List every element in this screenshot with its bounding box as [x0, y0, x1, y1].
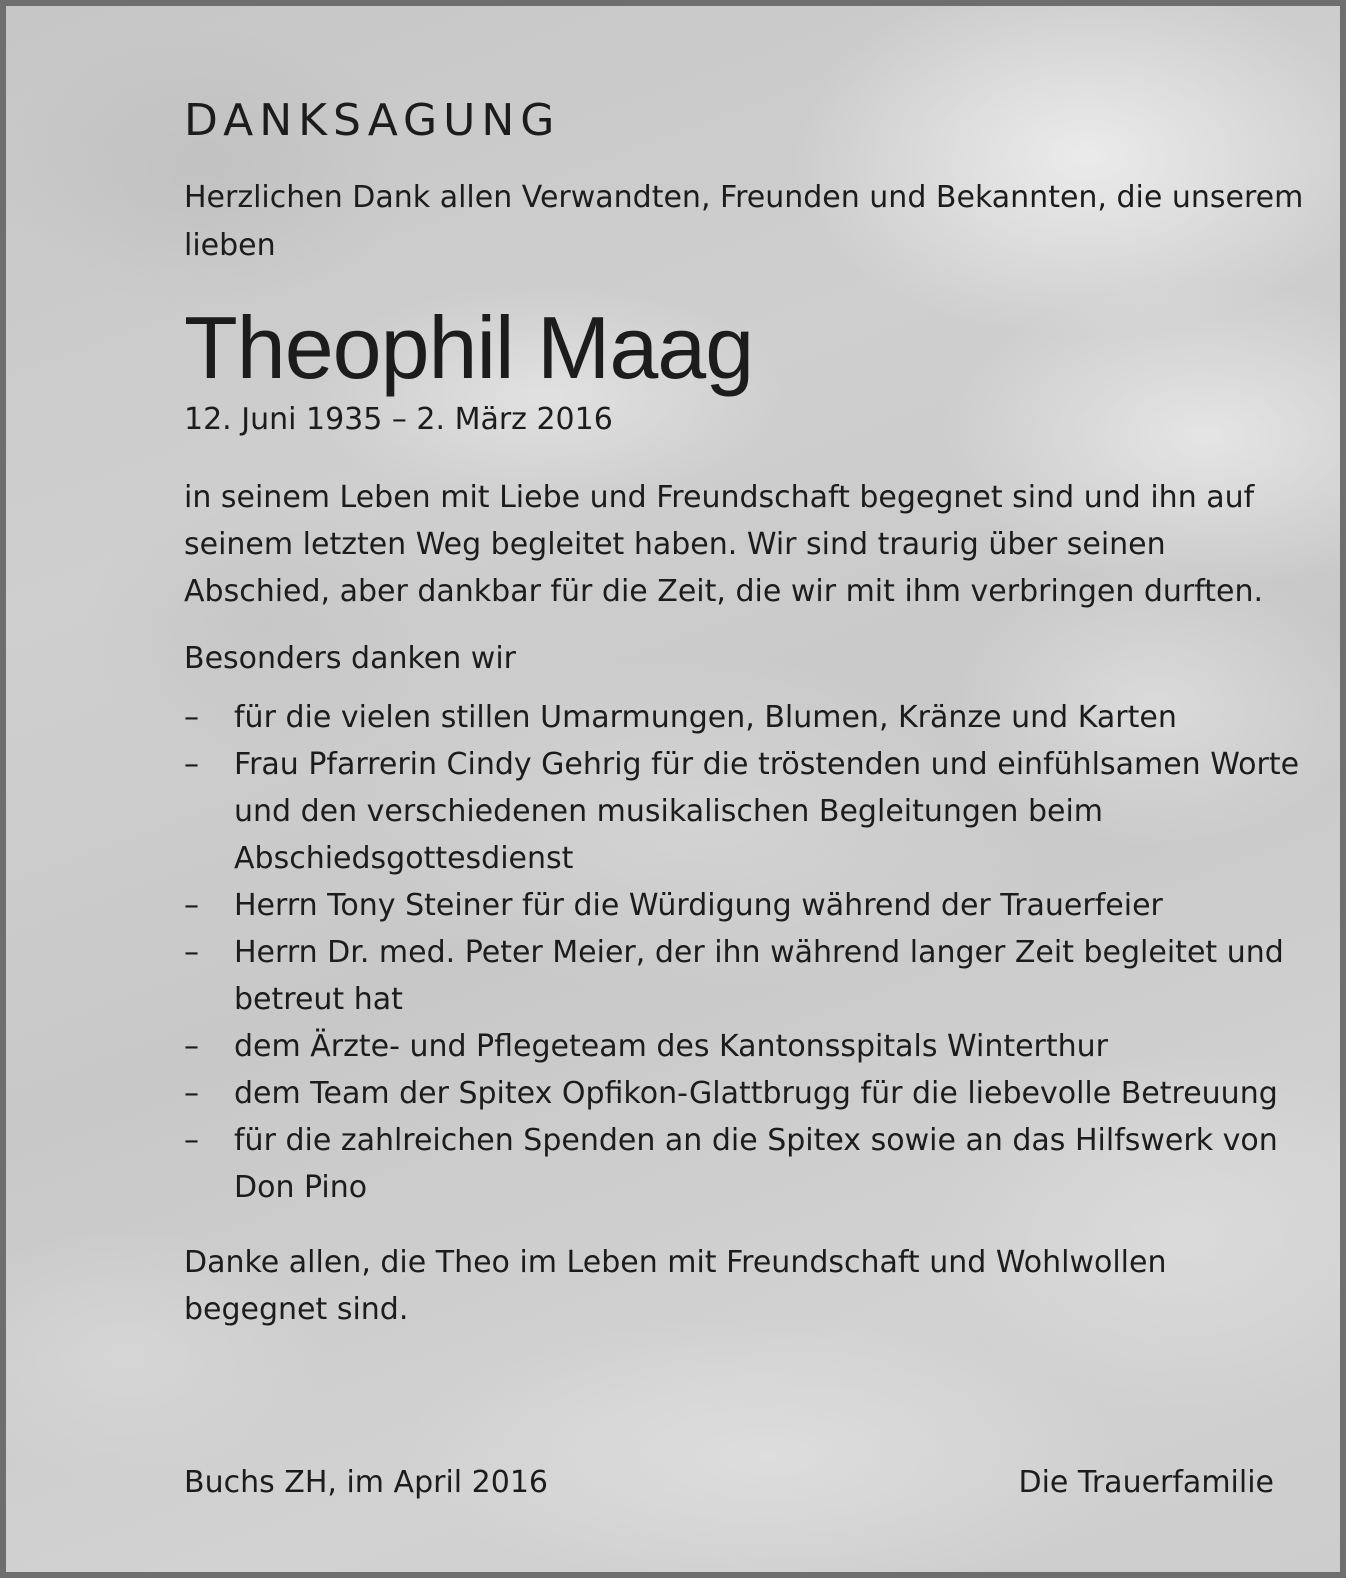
dash-marker: –: [184, 1076, 199, 1111]
thanks-list-item: [184, 694, 1314, 741]
thanks-list-item: [184, 929, 1314, 1023]
thanks-item-text: Frau Pfarrerin Cindy Gehrig für die tröstenden und einfühlsamen Worte und den verschiedenen musikalischen Begleitungen beim Abschiedsgottesdienst: [234, 747, 1300, 876]
place-date: Buchs ZH, im April 2016: [184, 1465, 548, 1500]
thanks-list-item: [184, 882, 1314, 929]
thanks-item-text: dem Ärzte- und Pflegeteam des Kantonsspitals Winterthur: [234, 1029, 1109, 1064]
dash-marker: –: [184, 1029, 199, 1064]
thanks-list-item: [184, 741, 1314, 882]
thanks-item-text: Herrn Dr. med. Peter Meier, der ihn während langer Zeit begleitet und betreut hat: [234, 935, 1284, 1017]
thanks-lead: Besonders danken wir: [184, 641, 516, 676]
notice-body: [184, 86, 1314, 1333]
thanks-item-text: dem Team der Spitex Opfikon-Glattbrugg für die liebevolle Betreuung: [234, 1076, 1278, 1111]
thanks-item-text: für die vielen stillen Umarmungen, Blumen, Kränze und Karten: [234, 700, 1177, 735]
dash-marker: –: [184, 700, 199, 735]
thanks-list-item: [184, 1023, 1314, 1070]
dash-marker: –: [184, 747, 199, 782]
notice-footer: [184, 1458, 1274, 1508]
dash-marker: –: [184, 1123, 199, 1158]
signature: Die Trauerfamilie: [1018, 1465, 1274, 1500]
deceased-name: Theophil Maag: [184, 298, 754, 397]
thanks-list: [184, 694, 1314, 1211]
dash-marker: –: [184, 888, 199, 923]
thanks-list-item: [184, 1117, 1314, 1211]
thanks-paragraph: in seinem Leben mit Liebe und Freundschaft begegnet sind und ihn auf seinem letzten Weg begleitet haben. Wir sind traurig über seinen Abschied, aber dankbar für die Zeit, die wir mit ihm verbringen durften.: [184, 480, 1264, 609]
intro-text: Herzlichen Dank allen Verwandten, Freunden und Bekannten, die unserem lieben: [184, 180, 1304, 263]
notice-heading: DANKSAGUNG: [184, 95, 561, 146]
thanks-list-item: [184, 1070, 1314, 1117]
closing-text: Danke allen, die Theo im Leben mit Freundschaft und Wohlwollen begegnet sind.: [184, 1245, 1167, 1327]
thanks-item-text: Herrn Tony Steiner für die Würdigung während der Trauerfeier: [234, 888, 1163, 923]
life-dates: 12. Juni 1935 – 2. März 2016: [184, 402, 613, 437]
thanks-item-text: für die zahlreichen Spenden an die Spitex sowie an das Hilfswerk von Don Pino: [234, 1123, 1278, 1205]
dash-marker: –: [184, 935, 199, 970]
